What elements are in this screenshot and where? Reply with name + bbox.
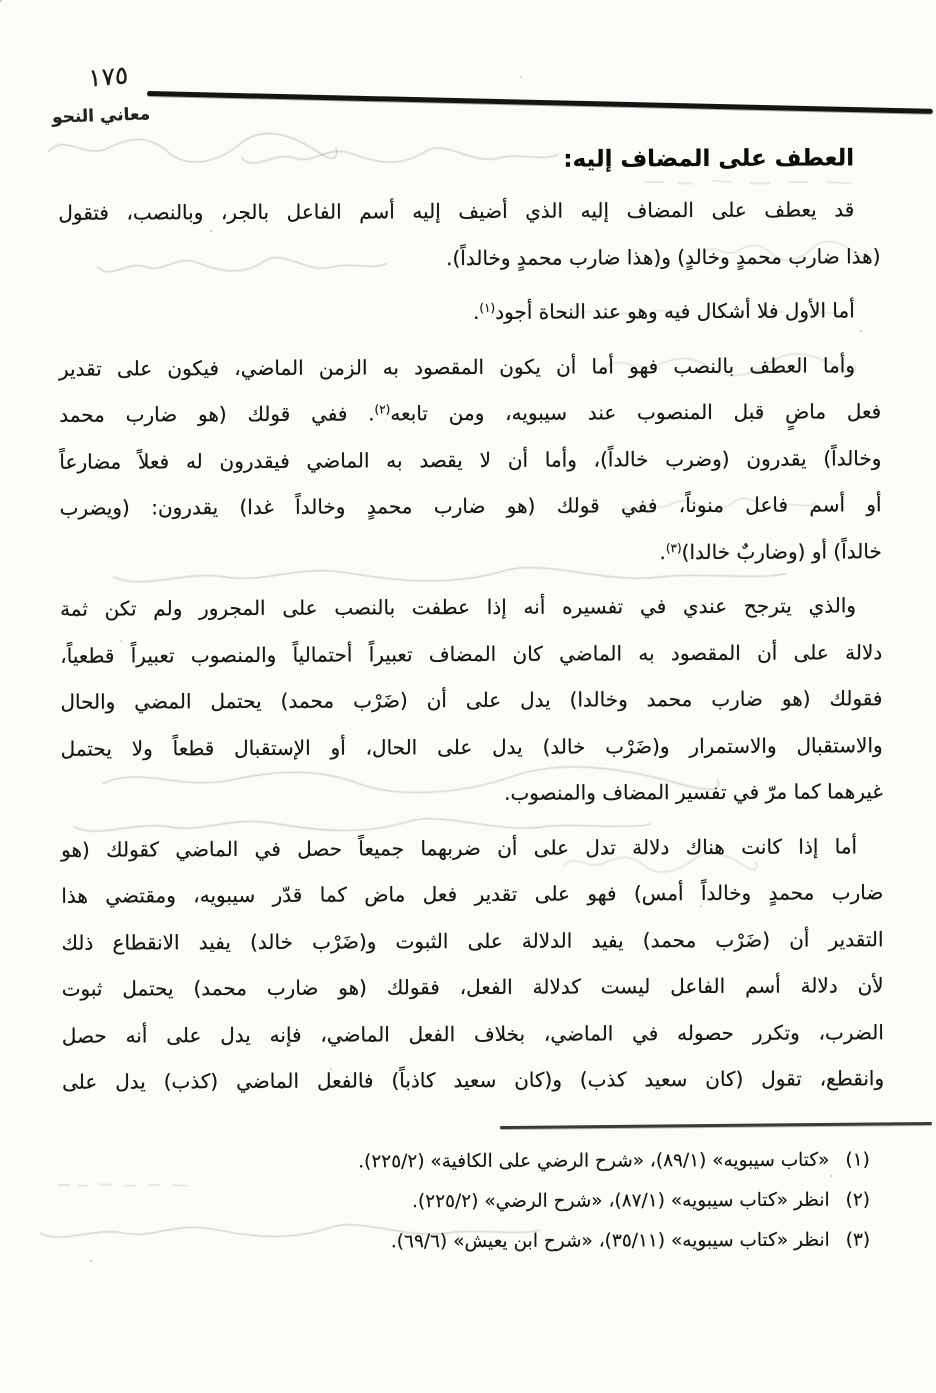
body-line: وانقطع، تقول (كان سعيد كذب) و(كان سعيد كاذباً) فالفعل الماضي (كذب) يدل على: [62, 1066, 885, 1094]
body-line: أما الأول فلا أشكال فيه وهو عند النحاة أجود$^{(١)}$.: [472, 298, 855, 324]
footnotes-block: [50, 1141, 870, 1264]
body-line: خالداً) أو (وضاربٌ خالدا)$^{(٣)}$.: [659, 538, 882, 564]
section-heading: العطف على المضاف إليه:: [563, 145, 855, 173]
body-line: لأن دلالة أسم الفاعل ليست كدلالة الفعل، فقولك (هو ضارب محمد) يحتمل ثبوت: [61, 973, 884, 1001]
body-line: دلالة على أن المقصود به الماضي كان المضاف تعبيراً أحتمالياً والمنصوب تعبيراً قطعياً،: [60, 639, 883, 668]
body-line: والاستقبال والاستمرار و(ضَرْب خالد) يدل على الحال، أو الإستقبال قطعاً ولا يحتمل: [60, 732, 883, 761]
paragraph-4: [60, 582, 883, 818]
body-line: فقولك (هو ضارب محمد وخالدا) يدل على أن (ضَرْب محمد) يحتمل المضي والحال: [60, 686, 883, 714]
paragraph-3: [59, 342, 882, 578]
body-line: (هذا ضارب محمدٍ وخالدٍ) و(هذا ضارب محمدٍ وخالداً).: [446, 243, 881, 270]
paragraph-5: [61, 823, 884, 1106]
body-line: الضرب، وتكرر حصوله في الماضي، بخلاف الفعل الماضي، فإنه يدل على أنه حصل: [61, 1019, 884, 1048]
paragraph-2: [59, 287, 881, 337]
body-line: أما إذا كانت هناك دلالة تدل على أن ضربهما جميعاً حصل في الماضي كقولك (هو: [61, 833, 858, 862]
footnote-text: «كتاب سيبويه» (٨٩/١)، «شرح الرضي على الكافية» (٢٢٥/٢).: [358, 1149, 830, 1173]
body-line: وخالداً) يقدرون (وضرب خالداً)، وأما أن لا يقصد به الماضي فيقدرون له فعلاً مضارعاً: [59, 445, 882, 474]
footnote-text: انظر «كتاب سيبويه» (٨٧/١)، «شرح الرضي» (٢٢٥/٢).: [412, 1189, 830, 1213]
footnote-marker: (٢): [845, 1189, 871, 1211]
footnote-1: [50, 1141, 870, 1184]
body-line: وأما العطف بالنصب فهو أما أن يكون المقصود به الزمن الماضي، فيكون على تقدير: [58, 352, 856, 381]
body-line: قد يعطف على المضاف إليه الذي أضيف إليه أسم الفاعل بالجر، وبالنصب، فتقول: [58, 197, 855, 225]
footnote-text: انظر «كتاب سيبويه» (٣٥/١١)، «شرح ابن يعيش» (٦٩/٦).: [390, 1229, 830, 1253]
scan-noise-specks: [0, 0, 2, 2]
footnote-marker: (١): [845, 1149, 870, 1171]
body-line: غيرهما كما مرّ في تفسير المضاف والمنصوب.: [504, 779, 883, 805]
body-line: فعل ماضٍ قبل المنصوب عند سيبويه، ومن تابعه$^{(٢)}$. ففي قولك (هو ضارب محمد: [59, 399, 882, 427]
header-rule: [147, 91, 933, 114]
footnote-3: [50, 1221, 870, 1264]
body-text-column: [58, 140, 884, 1113]
page-number: ١٧٥: [87, 60, 129, 93]
footnote-2: [50, 1181, 870, 1224]
body-line: التقدير أن (ضَرْب محمد) يفيد الدلالة على الثبوت و(ضَرْب خالد) يفيد الانقطاع ذلك: [61, 926, 884, 955]
footnote-separator-rule: [500, 1122, 932, 1129]
running-title: معاني النحو: [51, 104, 151, 128]
body-line: والذي يترجح عندي في تفسيره أنه إذا عطفت بالنصب على المجرور ولم تكن ثمة: [59, 593, 857, 621]
paragraph-1: [58, 186, 880, 283]
body-line: أو أسم فاعل منوناً، ففي قولك (هو ضارب محمدٍ وخالداً غدا) يقدرون: (ويضرب: [59, 492, 882, 520]
footnote-marker: (٣): [845, 1229, 871, 1251]
body-line: ضارب محمدٍ وخالداً أمس) فهو على تقدير فعل ماض كما قدّر سيبويه، ومقتضي هذا: [61, 880, 884, 908]
